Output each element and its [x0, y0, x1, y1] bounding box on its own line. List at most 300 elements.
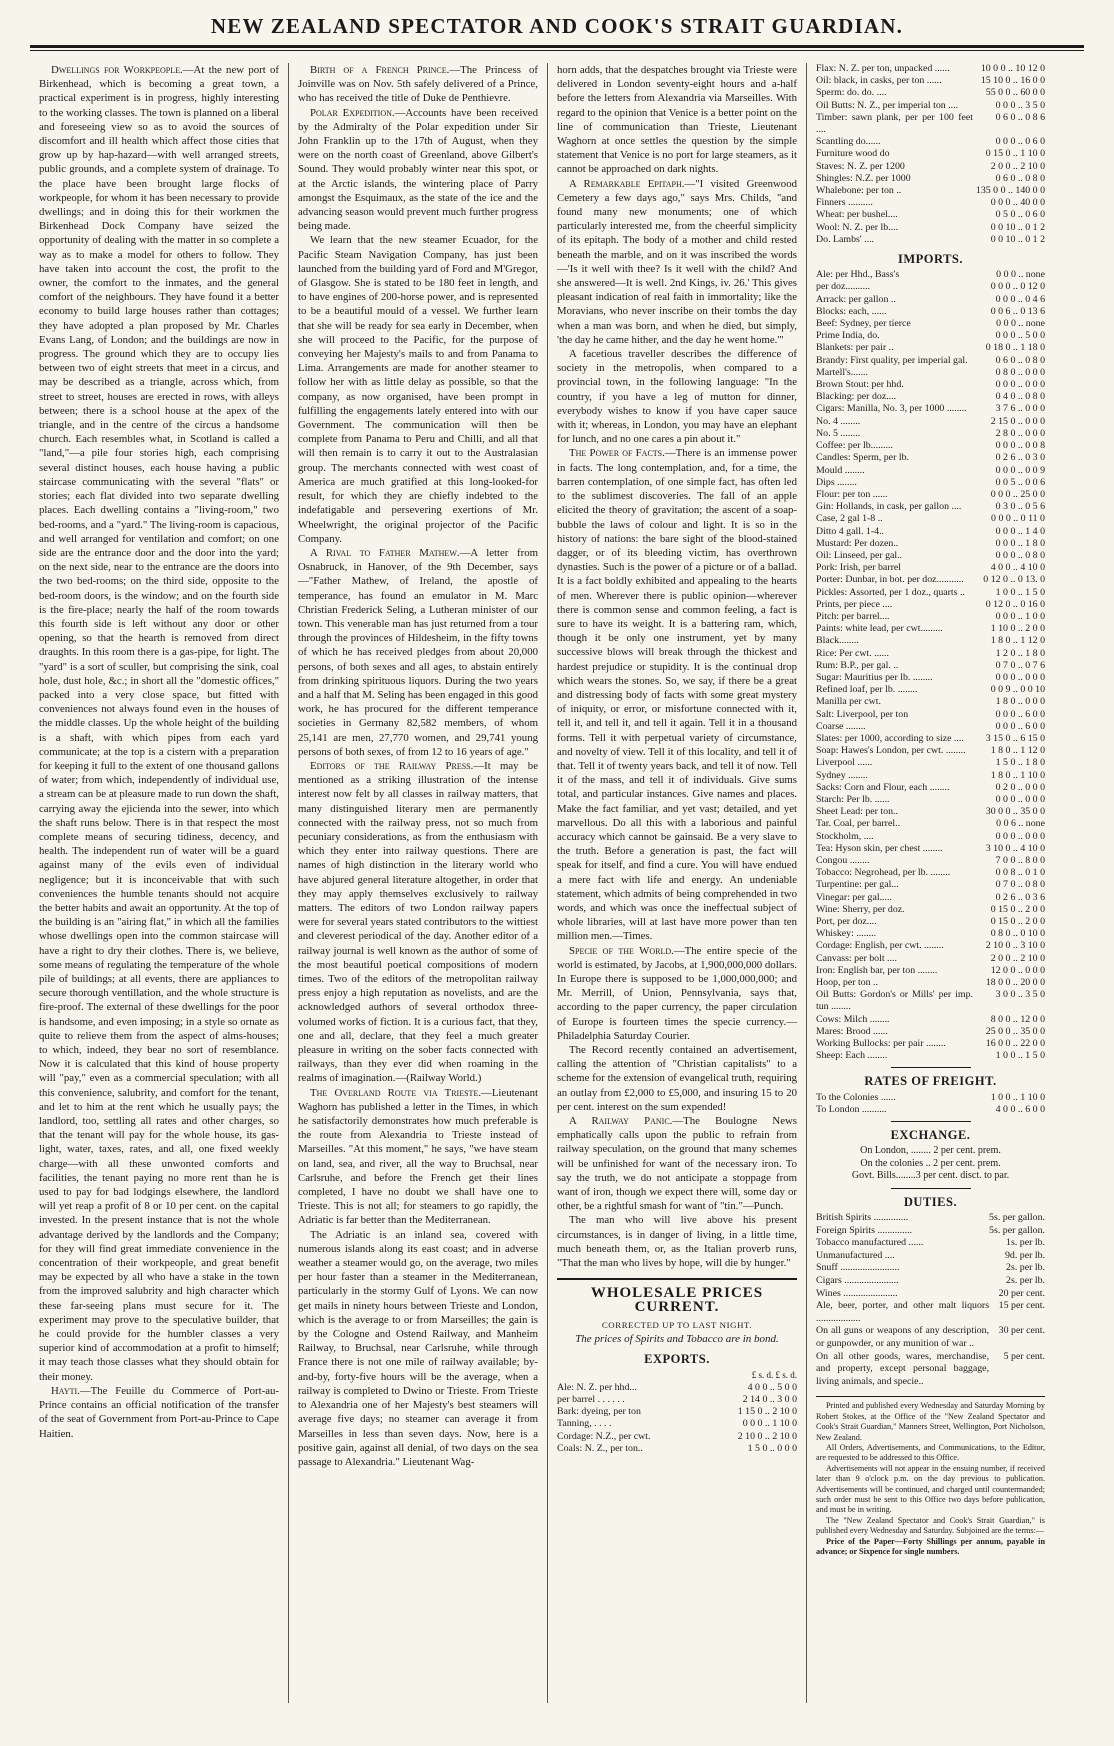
export-row-item: Cordage: N.Z., per cwt.: [557, 1430, 651, 1442]
duties-rule: [891, 1188, 971, 1189]
import-row-item: Congou ........: [816, 855, 870, 866]
export-row-price: 0 6 0 .. 0 8 6: [995, 111, 1045, 123]
import-row-price: 1 8 0 .. 1 12 0: [990, 745, 1045, 757]
import-row-price: 0 0 0 .. 0 0 0: [995, 793, 1045, 805]
export-row-item: Staves: N. Z. per 1200: [816, 160, 905, 172]
export-row: [557, 1443, 797, 1455]
body-panic: —The Boulogne News emphatically calls upon the public to refrain from railway speculation, on the ground that many schemes will be unfinished for want of the necessary iron. To say the truth, we do not anticipate a stoppage from want of iron, though we expect there will, some day or other, be a rightful smash for want of "tin."—Punch.: [557, 1115, 797, 1213]
duty-row-price: 5s. per gallon.: [989, 1211, 1045, 1223]
imprint-line: The "New Zealand Spectator and Cook's Strait Guardian," is published every Wednesday and Saturday. Subjoined are the terms:—: [816, 1515, 1045, 1536]
import-row: [816, 770, 1045, 782]
import-row: [816, 281, 1045, 293]
wholesale-title: WHOLESALE PRICES CURRENT.: [590, 1285, 764, 1316]
export-row-item: Finners ..........: [816, 197, 873, 209]
import-row: [816, 843, 1045, 855]
import-row-price: 0 6 0 .. 0 8 0: [995, 354, 1045, 366]
import-row-item: Hoop, per ton ..: [816, 977, 878, 989]
headline-epitaph: A Remarkable Epitaph.: [569, 177, 685, 190]
duty-row-price: 2s. per lb.: [1006, 1274, 1045, 1286]
import-row-price: 4 0 0 .. 4 10 0: [990, 562, 1045, 574]
freight-row-item: To the Colonies ......: [816, 1091, 896, 1103]
import-row: [816, 391, 1045, 403]
export-row: [816, 87, 1045, 99]
export-row-price: 0 0 0 .. 0 6 0: [995, 136, 1045, 148]
import-row: [816, 367, 1045, 379]
import-row: [816, 940, 1045, 952]
import-row: [816, 672, 1045, 684]
import-row: [816, 1026, 1045, 1038]
import-row-item: Coffee: per lb.........: [816, 440, 893, 452]
columns: [30, 63, 1084, 1703]
duty-row-item: Foreign Spirits ..............: [816, 1224, 913, 1236]
export-row-item: Ale: N. Z. per hhd...: [557, 1381, 637, 1393]
freight-row: [816, 1104, 1045, 1116]
import-row: [816, 330, 1045, 342]
import-row-price: 1 0 0 .. 1 5 0: [995, 586, 1045, 598]
import-row-price: 8 0 0 .. 12 0 0: [990, 1013, 1045, 1025]
import-row: [816, 965, 1045, 977]
import-row: [816, 879, 1045, 891]
freight-table: [816, 1092, 1045, 1116]
import-row: [816, 611, 1045, 623]
headline-power: The Power of Facts.: [569, 447, 665, 460]
exchange-line: On London, ........ 2 per cent. prem.: [860, 1145, 1001, 1157]
freight-title: RATES OF FREIGHT.: [864, 1074, 997, 1089]
export-row-item: Timber: sawn plank, per per 100 feet ....: [816, 111, 973, 136]
import-row-item: Case, 2 gal 1-8 ..: [816, 513, 883, 525]
export-row-price: 4 0 0 .. 5 0 0: [747, 1381, 797, 1393]
import-row-price: 0 0 0 .. 1 8 0: [995, 537, 1045, 549]
imprint-line: Printed and published every Wednesday and Saturday Morning by Robert Stokes, at the Office of the "New Zealand Spectator and Cook's Strait Guardian," Manners Street, Wellington, Port Nicholson, New Zealand.: [816, 1401, 1045, 1442]
export-row: [557, 1431, 797, 1443]
import-row-item: Tar. Coal, per barrel..: [816, 818, 901, 830]
exports-cont-table: [816, 63, 1045, 246]
export-row: [816, 136, 1045, 148]
article-ecuador: We learn that the new steamer Ecuador, for the Pacific Steam Navigation Company, has just been launched from the building yard of Ford and M'Gregor, of Glasgow. She is stated to be 180 feet in length, and to have engines of 200-horse power, and is represented to be a beautiful mould of a vessel. We further learn that she will be ready for sea early in December, when she will proceed to the Pacific, for the purpose of conveying her Majesty's mails to and from Panama to Lima. Arrangements are made for another steamer to follow her with as little delay as possible, so that the company, as now organised, have been prompt in fulfilling the engagements lately entered into with our Government. The communication will then be complete from Panama to Peru and Chilli, and all that will then remain is to carry it out to the Australasian group. The merchants connected with west coast of America are much gratified at this long-looked-for result, for which they are chiefly indebted to the indefatigable and persevering exertions of Mr. Wheelwright, the original projector of the Pacific Company.: [298, 234, 538, 545]
export-row-price: 0 5 0 .. 0 6 0: [995, 209, 1045, 221]
duty-row-price: 30 per cent.: [998, 1325, 1045, 1337]
import-row-item: Pitch: per barrel....: [816, 610, 890, 622]
export-row: [816, 209, 1045, 221]
export-row-item: Wheat: per bushel....: [816, 209, 898, 221]
duty-row-item: Tobacco manufactured ......: [816, 1237, 924, 1249]
import-row: [816, 721, 1045, 733]
duty-row-item: On all guns or weapons of any description, or gunpowder, or any munition of war ..: [816, 1325, 990, 1349]
import-row-price: 18 0 0 .. 20 0 0: [985, 977, 1045, 989]
import-row: [816, 489, 1045, 501]
import-row-item: Martell's.......: [816, 366, 868, 378]
export-row-price: 0 15 0 .. 1 10 0: [985, 148, 1045, 160]
export-row-item: Coals: N. Z., per ton..: [557, 1442, 643, 1454]
headline-rival: A Rival to Father Mathew.: [310, 546, 460, 559]
import-row-price: 12 0 0 .. 0 0 0: [990, 964, 1045, 976]
body-rival: —A letter from Osnabruck, in Hanover, of the 9th December, says—"Father Mathew, of Ireland, the apostle of temperance, has found an emulator in M. Marc Christian Frederick Seling, a Lutheran minister of our town. This venerable man has just returned from a tour through the provinces of Hildesheim, in the fifty towns of which he has received pledges from about 20,000 persons, of both sexes and all ages, to abstain entirely from drinking spirituous liquors. During the two years and a half that M. Seling has been engaged in this good work, he has procured for the different temperance societies in Germany 82,582 members, of whom 25,141 are men, 27,770 women, and 29,741 young persons of both sexes, of from 12 to 16 years of age.": [298, 546, 538, 758]
import-row: [816, 696, 1045, 708]
duty-row: [816, 1225, 1045, 1238]
import-row-item: Vinegar: per gal.....: [816, 891, 892, 903]
duty-row-price: 5s. per gallon.: [989, 1224, 1045, 1236]
body-hayti: —The Feuille du Commerce of Port-au-Prince contains an official notification of the transfer of the seat of Government from Port-au-Prince to Cape Haitien.: [39, 1384, 279, 1440]
import-row-item: Flour: per ton ......: [816, 488, 888, 500]
import-row: [816, 550, 1045, 562]
import-row-item: Iron: English bar, per ton ........: [816, 964, 938, 976]
export-row: [816, 222, 1045, 234]
export-row-price: 2 10 0 .. 2 10 0: [737, 1430, 797, 1442]
import-row-price: 1 2 0 .. 1 8 0: [995, 647, 1045, 659]
import-row-price: 0 15 0 .. 2 0 0: [990, 903, 1045, 915]
import-row: [816, 660, 1045, 672]
import-row: [816, 269, 1045, 281]
import-row-price: 1 8 0 .. 1 12 0: [990, 635, 1045, 647]
import-row-price: 0 2 6 .. 0 3 0: [995, 452, 1045, 464]
duty-row-item: Cigars ......................: [816, 1274, 899, 1286]
export-row-price: 0 0 10 .. 0 1 2: [990, 221, 1045, 233]
duty-row-price: 9d. per lb.: [1004, 1249, 1045, 1261]
export-row-price: 0 0 0 .. 40 0 0: [990, 197, 1045, 209]
export-row: [557, 1382, 797, 1394]
import-row-price: 0 0 0 .. 0 8 0: [995, 549, 1045, 561]
export-row-price: 15 10 0 .. 16 0 0: [980, 75, 1045, 87]
headline-birth: Birth of a French Prince.: [310, 64, 450, 76]
freight-rule: [891, 1067, 971, 1068]
import-row-item: Brown Stout: per hhd.: [816, 379, 904, 391]
freight-row: [816, 1092, 1045, 1104]
import-row-price: 0 0 8 .. 0 1 0: [995, 867, 1045, 879]
import-row-item: Black........: [816, 635, 859, 647]
export-row-price: 0 0 10 .. 0 1 2: [990, 233, 1045, 245]
import-row-item: Working Bullocks: per pair ........: [816, 1038, 946, 1050]
import-row-item: Oil Butts: Gordon's or Mills' per imp. tun ........: [816, 989, 973, 1013]
import-row-item: Brandy: First quality, per imperial gal.: [816, 354, 968, 366]
import-row-price: 0 0 0 .. 25 0 0: [990, 488, 1045, 500]
import-row: [816, 648, 1045, 660]
wholesale-note: The prices of Spirits and Tobacco are in bond.: [575, 1332, 779, 1345]
import-row-item: Tea: Hyson skin, per chest ........: [816, 842, 943, 854]
body-birth: —The Princess of Joinville was on Nov. 5th safely delivered of a Prince, who has received the title of Duke de Penthievre.: [298, 64, 538, 105]
import-row-price: 0 0 0 .. 0 12 0: [990, 281, 1045, 293]
import-row-price: 0 0 6 .. 0 13 6: [990, 305, 1045, 317]
export-row: [816, 112, 1045, 136]
import-row-price: 2 8 0 .. 0 0 0: [995, 427, 1045, 439]
duty-row-item: British Spirits ..............: [816, 1211, 909, 1223]
import-row-item: Mares: Brood ......: [816, 1025, 888, 1037]
export-row: [816, 148, 1045, 160]
article-editors: [298, 759, 538, 1086]
import-row: [816, 538, 1045, 550]
import-row: [816, 526, 1045, 538]
imprint-line: Advertisements will not appear in the ensuing number, if received later than 9 o'clock p.m. on the day previous to publication. Advertisements will be continued, and charged until countermanded; such order must be sent to this Office two days before publication, and must be in writing.: [816, 1463, 1045, 1515]
duty-row-price: 20 per cent.: [998, 1287, 1045, 1299]
import-row-item: Arrack: per gallon ..: [816, 293, 896, 305]
masthead-rule: [30, 45, 1084, 48]
import-row-price: 0 12 0 .. 0 13. 0: [983, 574, 1045, 586]
export-row-item: Oil Butts: N. Z., per imperial ton ....: [816, 99, 959, 111]
import-row-item: Canvass: per bolt ....: [816, 952, 897, 964]
import-row-item: Starch: Per lb. ......: [816, 793, 890, 805]
body-overland: —Lieutenant Waghorn has published a letter in the Times, in which he satisfactorily demonstrates how much preferable is the route from Alexandria to Trieste instead of Marseilles. "At this moment," he says, "we have steam on land, sea, and river, all the way to Bruchsal, near Carlsruhe, and before the French get their lines completed, I have no doubt we shall have one to Trieste. This is not all; for steamers to go rapidly, the Adriatic is far better than the Mediterranean.: [298, 1086, 538, 1227]
import-row-price: 0 0 0 .. 0 0 0: [995, 830, 1045, 842]
import-row-price: 2 15 0 .. 0 0 0: [990, 415, 1045, 427]
import-row: [816, 513, 1045, 525]
export-row-price: 10 0 0 .. 10 12 0: [980, 63, 1045, 74]
wholesale-rule: [557, 1278, 797, 1280]
import-row-item: Sheep: Each ........: [816, 1050, 888, 1062]
duties-table: [816, 1212, 1045, 1388]
import-row: [816, 562, 1045, 574]
imprint-line: Price of the Paper—Forty Shillings per annum, payable in advance; or Sixpence for single numbers.: [816, 1536, 1045, 1556]
duty-row: [816, 1275, 1045, 1288]
freight-row-price: 1 0 0 .. 1 10 0: [990, 1091, 1045, 1103]
import-row-price: 30 0 0 .. 35 0 0: [985, 806, 1045, 818]
duty-row-price: 15 per cent.: [998, 1300, 1045, 1312]
exchange-rule: [891, 1121, 971, 1122]
import-row: [816, 465, 1045, 477]
duty-row-item: Snuff ........................: [816, 1262, 900, 1274]
import-row: [816, 1014, 1045, 1026]
import-row-item: Prime India, do.: [816, 330, 880, 342]
export-row-price: 1 15 0 .. 2 10 0: [737, 1406, 797, 1418]
exports-title: EXPORTS.: [644, 1352, 710, 1367]
import-row-item: Sacks: Corn and Flour, each ........: [816, 781, 950, 793]
export-row: [816, 234, 1045, 246]
import-row-item: Sheet Lead: per ton..: [816, 806, 898, 818]
export-row-item: Flax: N. Z. per ton, unpacked ......: [816, 63, 950, 74]
article-polar: [298, 106, 538, 234]
article-rival: [298, 546, 538, 759]
masthead: NEW ZEALAND SPECTATOR AND COOK'S STRAIT GUARDIAN.: [210, 14, 904, 38]
import-row-price: 0 8 0 .. 0 10 0: [990, 928, 1045, 940]
import-row-item: No. 4 ........: [816, 415, 861, 427]
duty-row-price: 1s. per lb.: [1006, 1237, 1045, 1249]
import-row-item: Blocks: each, ......: [816, 305, 887, 317]
import-row: [816, 745, 1045, 757]
import-row-item: Prints, per piece ....: [816, 598, 893, 610]
import-row: [816, 452, 1045, 464]
body-polar: —Accounts have been received by the Admiralty of the Polar expedition under Sir John Franklin up to the 17th of August, when they were on the north coast of Greenland, above Gilbert's Sound. They would probably winter near this spot, or at the Arctic islands, the wintering place of Parry amongst the Esquimaux, as the state of the ice and the advancing season would prevent much further progress being made.: [298, 106, 538, 233]
imprint: [816, 1396, 1045, 1557]
import-row: [816, 916, 1045, 928]
import-row-item: Ale: per Hhd., Bass's: [816, 269, 900, 281]
import-row-price: 0 0 0 .. none: [996, 269, 1045, 281]
import-row-price: 0 2 6 .. 0 3 6: [995, 891, 1045, 903]
import-row-item: Rum: B.P., per gal. ..: [816, 659, 899, 671]
import-row-item: Tobacco: Negrohead, per lb. ........: [816, 867, 951, 879]
duty-row-item: Unmanufactured ....: [816, 1249, 895, 1261]
import-row-item: Oil: Linseed, per gal..: [816, 549, 903, 561]
export-row-item: Whalebone: per ton ..: [816, 185, 902, 197]
import-row: [816, 867, 1045, 879]
import-row: [816, 855, 1045, 867]
import-row-item: per doz..........: [816, 281, 871, 293]
headline-editors: Editors of the Railway Press.: [310, 759, 474, 772]
article-power: [557, 446, 797, 943]
import-row-item: Liverpool ......: [816, 757, 873, 769]
import-row: [816, 904, 1045, 916]
import-row: [816, 623, 1045, 635]
export-row-item: Shingles: N.Z. per 1000: [816, 172, 911, 184]
article-overland: [298, 1086, 538, 1228]
import-row: [816, 599, 1045, 611]
article-dwellings: [39, 63, 279, 1384]
import-row-price: 16 0 0 .. 22 0 0: [985, 1038, 1045, 1050]
import-row-price: 0 0 6 .. none: [996, 818, 1045, 830]
import-row: [816, 806, 1045, 818]
import-row-item: Mustard: Per dozen..: [816, 537, 899, 549]
duty-row: [816, 1250, 1045, 1263]
import-row: [816, 709, 1045, 721]
import-row: [816, 818, 1045, 830]
duty-row-item: Wines ......................: [816, 1287, 898, 1299]
import-row: [816, 355, 1045, 367]
headline-polar: Polar Expedition.: [310, 106, 395, 119]
import-row-item: Ditto 4 gall. 1-4..: [816, 525, 885, 537]
import-row: [816, 794, 1045, 806]
import-row-price: 7 0 0 .. 8 0 0: [995, 855, 1045, 866]
export-row: [557, 1418, 797, 1430]
import-row-item: Soap: Hawes's London, per cwt. ........: [816, 745, 966, 757]
import-row-price: 0 3 0 .. 0 5 6: [995, 501, 1045, 513]
import-row-item: Candles: Sperm, per lb.: [816, 452, 909, 464]
import-row-item: Slates: per 1000, according to size ....: [816, 732, 964, 744]
export-row: [816, 173, 1045, 185]
import-row: [816, 782, 1045, 794]
import-row-price: 3 0 0 .. 3 5 0: [995, 989, 1045, 1001]
export-row-price: 0 6 0 .. 0 8 0: [995, 172, 1045, 184]
import-row: [816, 294, 1045, 306]
import-row-price: 0 0 0 .. 0 11 0: [991, 513, 1045, 525]
export-row: [816, 100, 1045, 112]
import-row: [816, 928, 1045, 940]
export-row: [557, 1406, 797, 1418]
import-row: [816, 953, 1045, 965]
duty-row: [816, 1300, 1045, 1325]
import-row: [816, 1038, 1045, 1050]
import-row-price: 0 4 0 .. 0 8 0: [995, 391, 1045, 403]
import-row-item: Cows: Milch ........: [816, 1013, 890, 1025]
import-row-item: Blankets: per pair ..: [816, 342, 894, 354]
article-birth: [298, 63, 538, 106]
export-row-item: Bark: dyeing, per ton: [557, 1406, 641, 1418]
article-hayti: [39, 1384, 279, 1441]
import-row-price: 0 0 0 .. 6 0 0: [995, 708, 1045, 720]
export-row: [816, 161, 1045, 173]
exchange-title: EXCHANGE.: [890, 1128, 971, 1143]
import-row-item: Port, per doz....: [816, 916, 877, 928]
import-row: [816, 318, 1045, 330]
import-row: [816, 831, 1045, 843]
export-row-price: 2 0 0 .. 2 10 0: [990, 160, 1045, 172]
import-row-item: Sydney ........: [816, 769, 868, 781]
article-record: The Record recently contained an advertisement, calling the attention of "Christian capitalists" to a scheme for the extension of evangelical truth, requiring an outlay from £2,000 to £5,000, and insuring 15 to 20 per cent. interest on the sum expended!: [557, 1044, 797, 1113]
export-row-price: 135 0 0 .. 140 0 0: [975, 185, 1045, 197]
imports-table: [816, 269, 1045, 1062]
import-row-item: Gin: Hollands, in cask, per gallon ....: [816, 501, 962, 513]
import-row: [816, 342, 1045, 354]
import-row: [816, 501, 1045, 513]
import-row-price: 0 0 0 .. 1 4 0: [995, 525, 1045, 537]
imports-title: IMPORTS.: [897, 252, 964, 267]
duty-row-item: On all other goods, wares, merchandise, and property, except personal baggage, living animals, and specie..: [816, 1350, 990, 1387]
export-row-price: 1 5 0 .. 0 0 0: [747, 1442, 797, 1454]
import-row-item: Paints: white lead, per cwt.........: [816, 623, 943, 635]
article-hungry: The man who will live above his present circumstances, is in danger of living, in a little time, much beneath them, or, as the Italian proverb runs, "That the man who lives by hope, will die by hunger.": [557, 1214, 797, 1270]
export-row: [816, 185, 1045, 197]
import-row-price: 0 0 0 .. 0 0 8: [995, 440, 1045, 452]
import-row-price: 3 7 6 .. 0 0 0: [995, 403, 1045, 415]
import-row: [816, 379, 1045, 391]
column-3: [548, 63, 807, 1703]
import-row: [816, 477, 1045, 489]
body-epitaph: —"I visited Greenwood Cemetery a few days ago," says Mrs. Childs, "and found many new monuments; one of which particularly interested me, from the cheerful simplicity of its epitaph. The body of a mother and child rested beneath the marble, and on it was inscribed the words—'Is it well with thee? Is it well with the child? And she answered—It is well. 2nd Kings, iv. 26.' This gives pleasant indication of real faith in immortality; like the Moravians, who never inscribe on their tombs the day when a man was born, and when he died, but simply, 'the day he came hither, and the day he went home.'": [557, 177, 797, 346]
import-row-price: 0 12 0 .. 0 16 0: [985, 598, 1045, 610]
article-adriatic: The Adriatic is an inland sea, covered with numerous islands along its east coast; and in adverse weather a steamer would go, on the average, two miles per hour faster than a steamer in the Mediterranean, particularly in the stormy Gulf of Lyons. We can now get mails in ninety hours between Trieste and London, which is the average to or from Marseilles; the gain is by the Cologne and Ostend Railway, and Manheim Railway, to Bruchsal, near Carlsruhe, while through France there is not one mile of railway available; by-and-by, forty-five hours will be the average, when a railway is completed to Dwino or Trieste. From Trieste to Alexandria one of her Majesty's best steamers will average five days; no steamer can average it from Marseilles in less than seven days. Now, here is a positive gain, against all denial, of two days on the sea passage to Alexandria." Lieutenant Wag-: [298, 1228, 538, 1468]
article-panic: [557, 1114, 797, 1213]
import-row-price: 0 0 9 .. 0 0 10: [990, 684, 1045, 696]
export-row-item: Oil: black, in casks, per ton ......: [816, 75, 942, 87]
import-row-price: 0 18 0 .. 1 18 0: [985, 342, 1045, 354]
import-row-item: No. 5 ........: [816, 427, 861, 439]
import-row: [816, 428, 1045, 440]
import-row-item: Pork: Irish, per barrel: [816, 562, 902, 574]
exports-column-heads: £ s. d. £ s. d.: [751, 1370, 797, 1381]
import-row-item: Whiskey: ........: [816, 928, 877, 940]
body-dwellings: —At the new port of Birkenhead, which is becoming a great town, a practical experiment is in progress, highly interesting to the working classes. The town is planned on a liberal and foreseeing view so as to avoid the sources of discomfort and ill health which affect those cities that grow up by hap-hazard—with well arranged streets, public grounds, and a complete system of drainage. To the place have been brought large flocks of workpeople, for whom it has been necessary to provide dwellings; and in doing this for their workmen the Birkenhead Dock Company have seized the opportunity of dealing with the matter in so complete a way as to make a model for others to follow. They have taken into account the cost, the profit to the owner, the comfort to the inmates, and the general comfort of the neighbours. They have found it a better economy to build large houses rather than cottages; they have adopted a plan proposed by Mr. Charles Evans Lang, of London; and the buildings are now in progress. The ground which they are to occupy lies between two of eight streets that meet in a circus, and may be described as a triangle, across which, from street to street, houses are erected in rows, with alleys between; there is a school house at the apex of the triangle, and in the centre of the circus a handsome church. Each resembles what, in Scotland is called a "land,"—a pile four stories high, each comprising several distinct houses, each house having a public staircase communicating with the several "flats" or stories; each flat divided into two separate dwelling places. Each dwelling contains a "living-room," two bed-rooms, and a "yard." The living-room is capacious, and well arranged for ventilation and comfort; on one side are the entrance door and the door into the yard; on the next side, near to the entrance are the doors into the two bed-rooms; on the third side, opposite to the bed-room doors, is the window; and on the fourth side is the fire-place; nearly the half of the room towards this fourth side is left without any door or other opening, so that the hearth is removed from direct draughts. In this room there is a gas-pipe, for light. The "yard" is a sort of sculler, but comprising the sink, coal hole, dust hole, &c.; in short all the "domestic offices," packed into a very close space, but fitted with conveniences not always found even in the houses of the middle classes. Up the whole height of the building is a shaft, with which pipes from each yard communicate; at the top is a cistern with a preparation for keeping it full to the extent of one thousand gallons of water; from which, independently of individual use, a stream can be at pleasure made to run down the shaft, carrying away the ejicienda into the sewer, into which the shaft runs below. There is in that respect the most complete means of securing tidiness, decency, and health. The independent run of water will be a guard against many of the evils even of individual negligence; but it is inconceivable that with such conveniences the humble tenants should not acquire the better habits and await an opportunity. At the top of the building is an "airing flat," in which all the families whose dwellings open into the common staircase will have a right to dry their clothes. There is, we believe, some means of regulating the temperature of the whole pile of buildings; at all events, there are appliances to secure thorough ventillation, and the whole structure is fire-proof. The external of these dwellings for the poor is handsome, and even imposing; in a style so ornate as quite to relieve them from the aspect of alms-houses; to which, indeed, they bear no sort of resemblance. Now it is calculated that this kind of house property will "pay," even as a commercial speculation; with all this convenience, salubrity, and comfort for the tenant, and let to him at the rent which he usually pays; the landlord, too, settling all rates and other charges, so that the tenant will pay for the whole house, its gas-light, water, taxes, rates, and all, one fixed weekly charge—with all these unwonted comforts and facilities, the tenant paying no more rent than he is used to pay for bad lodgings elsewhere, the landlord will yet reap a profit of 8 or 10 per cent. on the capital invested. In the present instance that is not the whole advantage derived by the landlords and the Company; for they will find great immediate convenience in the concentration of their workpeople, and great benefit may be expected by all who have a stake in the town from the improved salubrity and high character which these far-seeing plans must secure for it. The experiment may prove to the speculative builder, that he could provide for the humbler classes a very superior kind of accommodation at a profit to himself; it may teach those classes what they should obtain for their money.: [39, 64, 279, 1383]
export-row-item: Scantling do......: [816, 136, 881, 148]
import-row: [816, 989, 1045, 1013]
import-row-price: 0 0 0 .. 5 0 0: [995, 330, 1045, 342]
import-row: [816, 977, 1045, 989]
duty-row: [816, 1262, 1045, 1275]
import-row: [816, 440, 1045, 452]
import-row-item: Sugar: Mauritius per lb. ........: [816, 671, 933, 683]
export-row-item: Furniture wood do: [816, 148, 890, 160]
import-row-price: 0 2 0 .. 0 0 0: [995, 781, 1045, 793]
import-row-item: Turpentine: per gal...: [816, 879, 899, 891]
import-row-price: 0 0 0 .. none: [996, 318, 1045, 330]
duty-row: [816, 1351, 1045, 1389]
import-row-item: Refined loaf, per lb. ........: [816, 684, 918, 696]
import-row-price: 0 0 0 .. 0 4 6: [995, 293, 1045, 305]
article-facetious: A facetious traveller describes the difference of society in the metropolis, when compared to a provincial town, in the following language: "In the country, if you have a leg of mutton for dinner, everybody wishes to know if you have caper sauce with it; whereas, in London, you may have an elephant for lunch, and no one cares a pin about it.": [557, 348, 797, 446]
import-row: [816, 403, 1045, 415]
exchange-line: On the colonies .. 2 per cent. prem.: [860, 1157, 1001, 1169]
import-row-item: Mould ........: [816, 464, 865, 476]
export-row-item: Tanning, . . . .: [557, 1418, 612, 1430]
export-row-price: 0 0 0 .. 3 5 0: [995, 99, 1045, 111]
import-row-price: 1 0 0 .. 1 5 0: [995, 1050, 1045, 1062]
export-row: [557, 1394, 797, 1406]
import-row-item: Manilla per cwt.: [816, 696, 881, 708]
headline-overland: The Overland Route via Trieste.: [310, 1086, 482, 1099]
duty-row: [816, 1237, 1045, 1250]
duty-row-item: Ale, beer, porter, and other malt liquors ..................: [816, 1300, 990, 1324]
export-row: [816, 75, 1045, 87]
import-row-item: Wine: Sherry, per doz.: [816, 903, 905, 915]
headline-panic: A Railway Panic.: [569, 1115, 673, 1128]
column-4: [807, 63, 1054, 1703]
article-epitaph: [557, 177, 797, 347]
import-row-item: Porter: Dunbar, in bot. per doz...........: [816, 574, 964, 586]
headline-dwellings: Dwellings for Workpeople.: [51, 64, 183, 76]
export-row: [816, 63, 1045, 75]
import-row: [816, 1050, 1045, 1062]
import-row-price: 3 10 0 .. 4 10 0: [985, 842, 1045, 854]
article-specie: [557, 944, 797, 1043]
article-waghorn-cont: horn adds, that the despatches brought via Trieste were delivered in London seventy-eight hours and a-half before the letters from Alexandria via Marseilles. With regard to the opinion that Venice is a better point on the line of communication than Trieste, Lieutenant Waghorn at once settles the question by the simple statement that Venice is no port for large steamers, as it cannot be approached on dark nights.: [557, 64, 797, 176]
import-row-price: 25 0 0 .. 35 0 0: [985, 1025, 1045, 1037]
import-row: [816, 733, 1045, 745]
export-row: [816, 197, 1045, 209]
